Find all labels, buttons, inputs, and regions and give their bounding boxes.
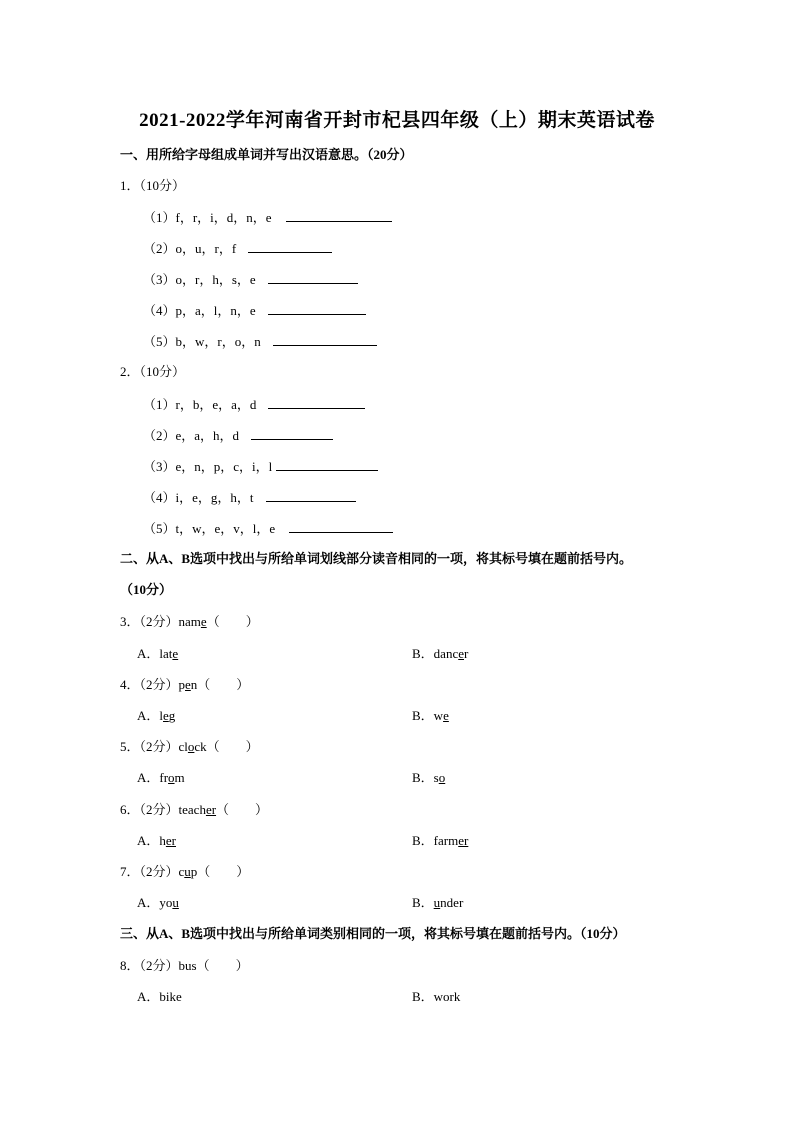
answer-bracket[interactable]: （ ） <box>206 614 259 629</box>
option-8a[interactable]: A．bike <box>137 989 182 1004</box>
q1-item-3-text: （3）o，r，h，s，e <box>143 272 256 287</box>
question-number: 8．（2分） <box>120 958 179 973</box>
option-text: B．farm <box>412 833 459 848</box>
answer-blank[interactable] <box>268 302 366 315</box>
option-text: nder <box>440 895 464 910</box>
option-text: A．h <box>137 833 166 848</box>
option-text: g <box>168 708 176 723</box>
option-7a[interactable] <box>137 895 179 911</box>
word-part: cl <box>178 739 188 754</box>
underlined-letters: u <box>172 895 179 910</box>
answer-bracket[interactable]: ck（ ） <box>194 739 259 754</box>
q1-item-1-text: （1）f，r，i，d，n，e <box>143 210 272 225</box>
q1-item-2 <box>143 240 332 257</box>
answer-blank[interactable] <box>268 271 358 284</box>
question-number: 3．（2分） <box>120 614 179 629</box>
q1-item-2-text: （2）o，u，r，f <box>143 241 237 256</box>
question-1-label: 1．（10分） <box>120 178 186 193</box>
underlined-letters: e <box>200 614 207 629</box>
word-part: c <box>178 864 185 879</box>
option-4b[interactable] <box>412 708 449 724</box>
q2-item-2-text: （2）e，a，h，d <box>143 428 240 443</box>
underlined-letters: e <box>172 646 179 661</box>
q2-item-5-text: （5）t，w，e，v，l，e <box>143 521 276 536</box>
option-text: B． <box>412 895 434 910</box>
answer-blank[interactable] <box>251 427 333 440</box>
option-text: r <box>464 646 469 661</box>
q1-item-5-text: （5）b，w，r，o，n <box>143 334 261 349</box>
q2-item-4 <box>143 489 356 506</box>
option-text: m <box>174 770 185 785</box>
option-5b[interactable] <box>412 770 445 786</box>
question-3 <box>120 614 259 630</box>
q2-item-5 <box>143 520 393 537</box>
option-text: A．fr <box>137 770 169 785</box>
page-title: 2021-2022学年河南省开封市杞县四年级（上）期末英语试卷 <box>139 110 655 131</box>
answer-bracket[interactable]: （ ） <box>216 802 269 817</box>
answer-blank[interactable] <box>276 458 378 471</box>
underlined-letters: u <box>184 864 191 879</box>
word-part: p <box>178 677 186 692</box>
answer-bracket[interactable]: p（ ） <box>190 864 250 879</box>
option-6b[interactable] <box>412 833 468 849</box>
option-3a[interactable] <box>137 646 178 662</box>
word-part: teach <box>178 802 206 817</box>
question-4 <box>120 677 249 693</box>
q1-item-1 <box>143 209 392 226</box>
question-number: 6．（2分） <box>120 802 179 817</box>
option-text: A．yo <box>137 895 173 910</box>
option-4a[interactable] <box>137 708 175 724</box>
question-number: 5．（2分） <box>120 739 179 754</box>
question-number: 4．（2分） <box>120 677 179 692</box>
option-7b[interactable] <box>412 895 463 911</box>
option-5a[interactable] <box>137 770 185 786</box>
underlined-letters: u <box>433 895 441 910</box>
option-3b[interactable] <box>412 646 468 662</box>
answer-blank[interactable] <box>248 240 332 253</box>
underlined-letters: e <box>458 646 464 661</box>
section-3-heading: 三、从A、B选项中找出与所给单词类别相同的一项，将其标号填在题前括号内。（10分） <box>120 926 626 941</box>
option-6a[interactable] <box>137 833 176 849</box>
q1-item-4-text: （4）p，a，l，n，e <box>143 303 256 318</box>
underlined-letters: o <box>438 770 446 785</box>
q2-item-4-text: （4）i，e，g，h，t <box>143 490 254 505</box>
question-8 <box>120 958 249 974</box>
underlined-letters: o <box>168 770 175 785</box>
question-6 <box>120 802 268 818</box>
underlined-letters: er <box>458 833 469 848</box>
answer-bracket[interactable]: n（ ） <box>190 677 250 692</box>
q2-item-3-text: （3）e，n，p，c，i，l <box>143 459 273 474</box>
word-part: nam <box>178 614 201 629</box>
section-1-heading: 一、用所给字母组成单词并写出汉语意思。（20分） <box>120 147 413 162</box>
underlined-letters: e <box>443 708 449 723</box>
option-text: B．w <box>412 708 444 723</box>
section-2-heading: 二、从A、B选项中找出与所给单词划线部分读音相同的一项，将其标号填在题前括号内。 <box>120 551 633 566</box>
answer-blank[interactable] <box>266 489 356 502</box>
q2-item-3 <box>143 458 378 475</box>
q1-item-4 <box>143 302 366 319</box>
underlined-letters: er <box>205 802 217 817</box>
question-2-label: 2．（10分） <box>120 364 186 379</box>
q1-item-5 <box>143 333 377 350</box>
underlined-letters: e <box>185 677 191 692</box>
answer-blank[interactable] <box>289 520 393 533</box>
q2-item-1 <box>143 396 365 413</box>
underlined-letters: er <box>165 833 176 848</box>
answer-blank[interactable] <box>273 333 377 346</box>
question-5 <box>120 739 259 755</box>
answer-blank[interactable] <box>286 209 392 222</box>
answer-blank[interactable] <box>268 396 365 409</box>
underlined-letters: o <box>187 739 195 754</box>
q2-item-1-text: （1）r，b，e，a，d <box>143 397 257 412</box>
section-2-heading-score: （10分） <box>120 582 173 597</box>
q1-item-3 <box>143 271 358 288</box>
option-text: A．l <box>137 708 164 723</box>
question-number: 7．（2分） <box>120 864 179 879</box>
answer-bracket[interactable]: bus（ ） <box>178 958 249 973</box>
option-text: B．danc <box>412 646 459 661</box>
underlined-letters: e <box>163 708 169 723</box>
question-7 <box>120 864 249 880</box>
option-text: A．lat <box>137 646 173 661</box>
option-text: B．s <box>412 770 439 785</box>
option-8b[interactable]: B．work <box>412 989 461 1004</box>
q2-item-2 <box>143 427 333 444</box>
